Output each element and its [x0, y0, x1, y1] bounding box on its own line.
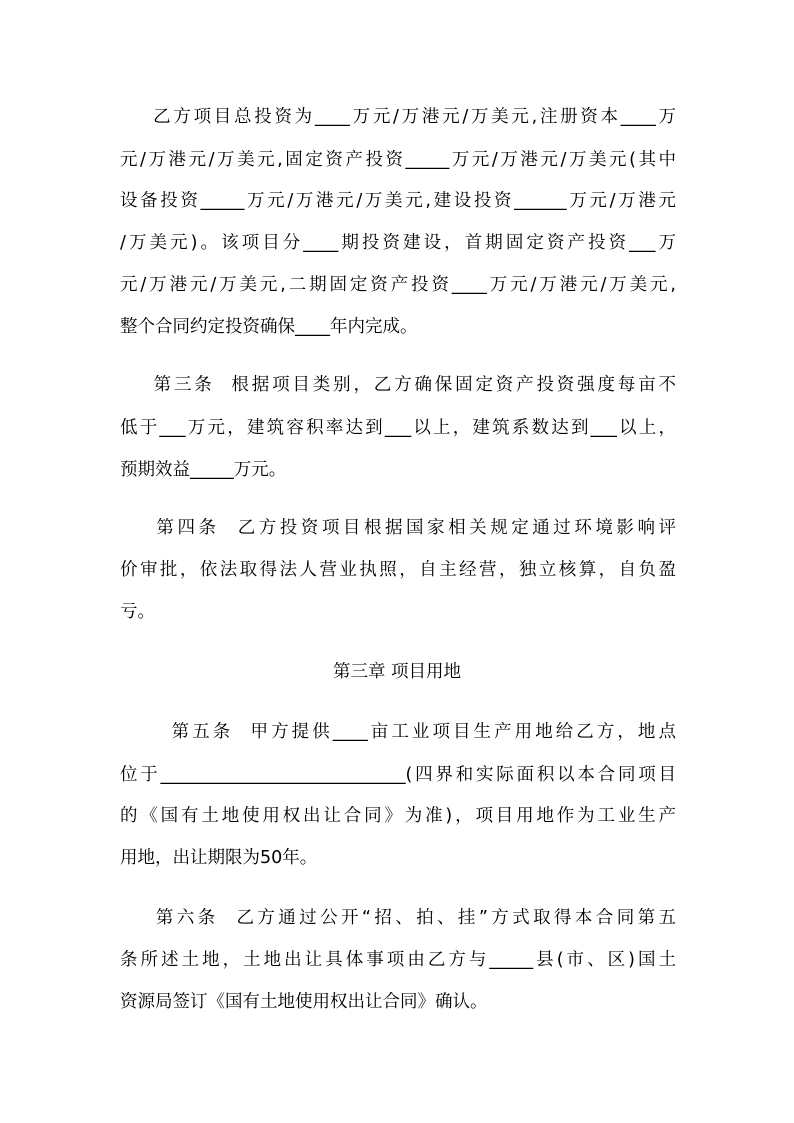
- text-line: 条所述土地，土地出让具体事项由乙方与_____县(市、区)国土: [120, 950, 676, 970]
- text-line: 价审批，依法取得法人营业执照，自主经营，独立核算，自负盈: [120, 560, 676, 580]
- text-line: 第五条 甲方提供____亩工业项目生产用地给乙方，地点: [120, 722, 676, 742]
- chapter-heading: 第三章 项目用地: [332, 662, 462, 682]
- text-line: 第四条 乙方投资项目根据国家相关规定通过环境影响评: [120, 518, 676, 538]
- text-line: 低于___万元，建筑容积率达到___以上，建筑系数达到___以上，: [120, 418, 676, 438]
- text-line: 元/万港元/万美元,二期固定资产投资____万元/万港元/万美元,: [120, 275, 676, 295]
- text-line: 用地，出让期限为50年。: [120, 848, 318, 868]
- text-line: 位于____________________________(四界和实际面积以本合同项目: [120, 765, 676, 785]
- text-line: 资源局签订《国有土地使用权出让合同》确认。: [120, 992, 488, 1012]
- text-line: 整个合同约定投资确保____年内完成。: [120, 317, 418, 337]
- text-line: 设备投资_____万元/万港元/万美元,建设投资______万元/万港元: [120, 191, 676, 211]
- text-line: 第六条 乙方通过公开“招、拍、挂”方式取得本合同第五: [120, 908, 676, 928]
- text-line: 预期效益_____万元。: [120, 460, 287, 480]
- text-line: 亏。: [120, 602, 155, 622]
- text-line: 乙方项目总投资为____万元/万港元/万美元,注册资本____万: [120, 107, 676, 127]
- text-line: /万美元)。该项目分____期投资建设，首期固定资产投资___万: [120, 233, 676, 253]
- text-line: 元/万港元/万美元,固定资产投资_____万元/万港元/万美元(其中: [120, 150, 676, 170]
- text-line: 的《国有土地使用权出让合同》为准)，项目用地作为工业生产: [120, 806, 676, 826]
- text-line: 第三条 根据项目类别，乙方确保固定资产投资强度每亩不: [120, 375, 676, 395]
